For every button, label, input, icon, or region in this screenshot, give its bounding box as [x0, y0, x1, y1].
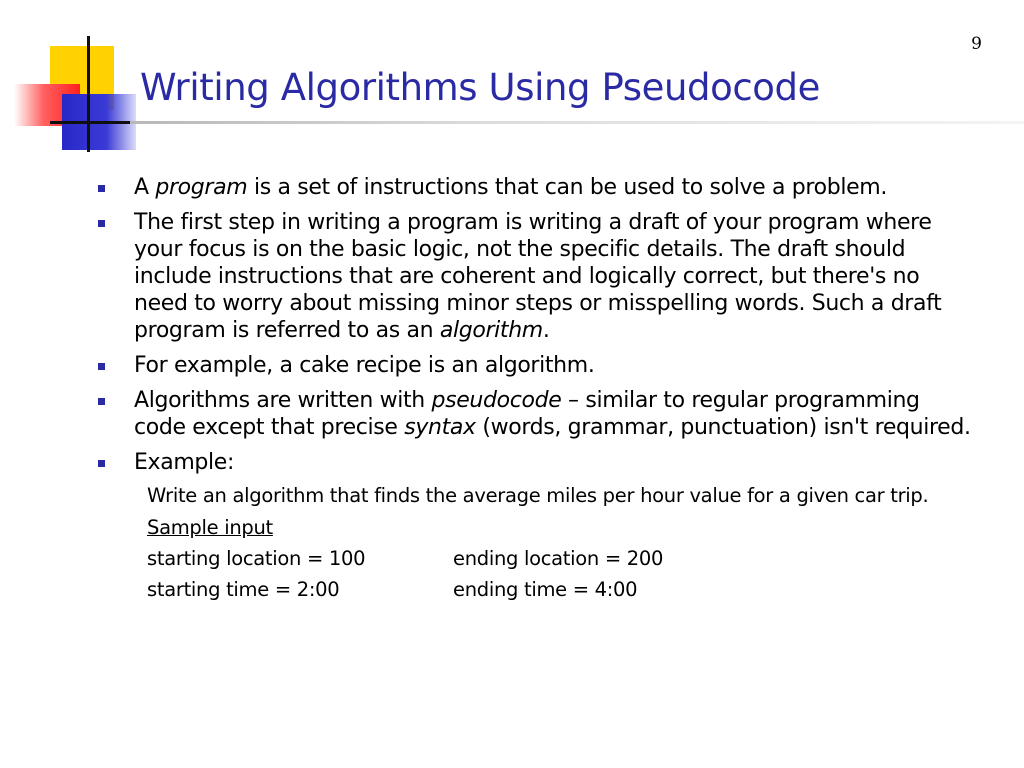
bullet-emphasis-pseudocode: pseudocode [431, 388, 562, 413]
bullet-emphasis-syntax: syntax [404, 415, 476, 440]
example-task: Write an algorithm that finds the average miles per hour value for a given car trip. [147, 484, 929, 507]
bullet-text: . [542, 318, 550, 343]
bullet-marker [98, 398, 105, 405]
bullet-emphasis-algorithm: algorithm [439, 318, 543, 343]
bullet-emphasis-program: program [155, 175, 248, 200]
starting-time: starting time = 2:00 [147, 578, 340, 601]
bullet-text: A [134, 175, 156, 200]
bullet-text: (words, grammar, punctuation) isn't required. [475, 415, 971, 440]
bullet-marker [98, 460, 105, 467]
bullet-marker [98, 363, 105, 370]
title-underline-rule [130, 121, 1024, 124]
bullet-text: is a set of instructions that can be used to solve a problem. [247, 175, 888, 200]
slide-body [96, 174, 976, 609]
bullet-text: Algorithms are written with [134, 388, 432, 413]
bullet-text: – similar to regular programming code except that precise [134, 388, 920, 440]
bullet-first-step [96, 209, 976, 344]
page-number: 9 [971, 34, 982, 54]
bullet-text: For example, a cake recipe is an algorithm. [134, 353, 595, 378]
example-block [147, 484, 976, 602]
sample-input-heading: Sample input [147, 516, 273, 539]
logo-vertical-line [87, 36, 90, 152]
bullet-program-definition [96, 174, 976, 201]
slide-title: Writing Algorithms Using Pseudocode [140, 66, 820, 109]
bullet-pseudocode [96, 387, 976, 441]
sample-row-location [147, 547, 976, 571]
sample-row-time [147, 578, 976, 602]
bullet-text: The first step in writing a program is writing a draft of your program where your focus is on the basic logic, not the specific details. The draft should include instructions that are coherent and logically correct, but there's no need to worry about missing minor steps or misspelling words. Such a draft program is referred to as an [134, 210, 942, 343]
bullet-text: Example: [134, 450, 235, 475]
starting-location: starting location = 100 [147, 547, 366, 570]
bullet-marker [98, 220, 105, 227]
ending-location: ending location = 200 [453, 547, 664, 570]
slide-logo-graphic [0, 0, 160, 160]
bullet-example [96, 449, 976, 476]
bullet-cake-recipe [96, 352, 976, 379]
ending-time: ending time = 4:00 [453, 578, 638, 601]
bullet-marker [98, 185, 105, 192]
